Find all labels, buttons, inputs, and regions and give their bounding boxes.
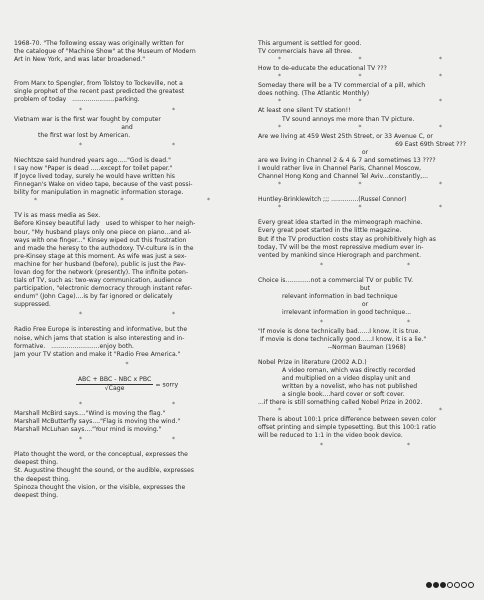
choice-line: Choice is.............not a commercial TV or public TV. (258, 276, 414, 284)
tv-sound-line: TV sound annoys me more than TV picture. (282, 115, 415, 123)
mimeograph-paragraph: Every great idea started in the mimeograph machine. Every great poet started in the little magazine. But if the TV production costs stay as prohibitively high as today, TV will be the most repressive medium ever in- vented by mankind since Hierograph and parchment. (258, 219, 436, 259)
formula-result: = sorry (155, 381, 179, 389)
star-icon: * (172, 436, 175, 444)
hollow-dot-icon (447, 582, 453, 588)
mcluhan-paragraph: Marshall McBird says...."Wind is moving the flag." Marshall McButterfly says...."Flag is moving the wind." Marshall McLuhan says...."Your mind is moving." (14, 410, 181, 434)
vietnam-line-2: the first war lost by American. (38, 131, 131, 139)
star-divider (258, 98, 472, 107)
star-icon: * (358, 56, 362, 64)
star-icon: * (172, 401, 175, 408)
star-icon: * (320, 442, 323, 450)
nobel-heading: Nobel Prize in literature (2002 A.D.) (258, 358, 367, 366)
star-icon: * (439, 204, 442, 212)
star-divider (14, 359, 240, 370)
star-icon: * (407, 442, 410, 450)
de-educate-line: How to de-educate the educational TV ??? (258, 65, 387, 73)
star-icon: * (207, 197, 210, 205)
star-icon: * (172, 106, 175, 114)
star-divider (258, 73, 472, 82)
star-icon: * (358, 181, 362, 189)
radio-free-europe-paragraph: Radio Free Europe is interesting and informative, but the noise, which jams that station is also interesting and in- formative. .........................enjoy both. Jam your TV station and make it "Radio Free America." (14, 326, 188, 358)
star-divider (14, 434, 240, 445)
star-icon: * (278, 98, 281, 106)
tv-sex-paragraph: TV is as mass media as Sex. Before Kinsey beautiful lady used to whisper to her neigh- bour, "My husband plays only one piece on piano...and al- ways with one finger..." Kinsey wiped out this frustration and made the heresy to the authodoxy. TV-culture is in the pre-Kinsey stage at this moment. As wife was just a sex- machine for her husband (before), public is just the Pav- lovan dog for the network (presently). The infinite poten- tials of TV, such as: two-way communication, audience participation, "electronic democracy through instant refer- endum" (John Cage)....is by far ignored or delicately suppressed. (14, 212, 196, 309)
star-icon: * (358, 204, 362, 212)
nobel-body: A video roman, which was directly recorded and multiplied on a video display unit and written by a novelist, who has not published a single book....hard cover or soft cover. (282, 366, 418, 398)
star-divider (258, 181, 472, 190)
parking-paragraph: From Marx to Spengler, from Tolstoy to Tockeville, not a single prophet of the recent past predicted the greatest problem of today ......................parking. (14, 80, 185, 104)
star-icon: * (34, 197, 37, 205)
star-icon: * (358, 73, 362, 81)
star-divider (14, 399, 240, 410)
star-icon: * (358, 123, 362, 131)
formula-fraction (76, 376, 154, 393)
star-icon: * (407, 319, 410, 327)
star-icon: * (407, 261, 410, 269)
choice-relevant: relevant information in bad technique (282, 292, 398, 300)
star-icon: * (439, 98, 442, 106)
hollow-dot-icon (454, 582, 460, 588)
silent-station-line: At least one silent TV station!! (258, 107, 351, 115)
vietnam-line: Vietnam war is the first war fought by computer (14, 115, 161, 123)
living-address-line-2: 69 East 69th Street ??? (395, 140, 466, 148)
star-icon: * (120, 197, 124, 205)
star-divider (258, 204, 472, 213)
choice-irrelevant: irrelevant information in good technique... (282, 309, 412, 317)
star-icon: * (278, 56, 281, 64)
living-channel-line: are we living in Channel 2 & 4 & 7 and sometimes 13 ???? (258, 156, 436, 164)
star-divider (14, 309, 240, 320)
living-address-line: Are we living at 459 West 25th Street, or 33 Avenue C, or (258, 132, 433, 140)
formula-numerator: ABC + BBC - NBC x PBC (76, 376, 154, 385)
star-divider (258, 56, 472, 65)
star-icon: * (278, 407, 281, 415)
plato-paragraph: Plato thought the word, or the conceptual, expresses the deepest thing. St. Augustine thought the sound, or the audible, expresses the deepest thing. Spinoza thought the vision, or the visible, expresses the deepest thing. (14, 451, 194, 499)
choice-or: or (361, 301, 369, 309)
price-ratio-paragraph: There is about 100:1 price difference between seven color offset printing and simple typesetting. But this 100:1 ratio will be reduced to 1:1 in the video book device. (258, 416, 437, 440)
star-divider (14, 197, 240, 206)
star-divider (258, 407, 472, 416)
pill-commercial-paragraph: Someday there will be a TV commercial of a pill, which does nothing. (The Atlantic Monthly) (258, 82, 426, 98)
star-icon: * (79, 311, 82, 319)
formula-denominator: √Cage (104, 384, 125, 392)
star-icon: * (172, 311, 175, 319)
choice-but: but (359, 284, 371, 292)
star-icon: * (439, 181, 442, 189)
star-divider (258, 440, 472, 451)
star-icon: * (79, 436, 82, 444)
star-icon: * (358, 98, 362, 106)
channel-cities-paragraph: I would rather live in Channel Paris, Channel Moscow, Channel Hong Kong and Channel Tel Aviv...constantly,... (258, 165, 429, 181)
star-divider (14, 140, 240, 151)
filled-dot-icon (426, 582, 432, 588)
star-icon: * (278, 73, 281, 81)
star-icon: * (320, 319, 323, 327)
page-marker-dots (425, 581, 474, 590)
hollow-dot-icon (461, 582, 467, 588)
right-column (258, 40, 472, 451)
star-divider (14, 105, 240, 116)
bauman-quote: "If movie is done technically bad......I know, it is true. If movie is done technically good......I know, it is a lie." --Norman Bauman (1968) (258, 328, 427, 352)
star-icon: * (79, 106, 82, 114)
star-icon: * (79, 401, 82, 408)
left-column (14, 40, 240, 500)
living-or: or (361, 148, 369, 156)
star-icon: * (439, 56, 442, 64)
star-divider (258, 260, 472, 271)
hollow-dot-icon (468, 582, 474, 588)
star-icon: * (439, 123, 442, 131)
star-icon: * (125, 360, 129, 368)
star-icon: * (439, 73, 442, 81)
filled-dot-icon (433, 582, 439, 588)
intro-paragraph: 1968-70. "The following essay was originally written for the catalogue of "Machine Show" at the Museum of Modern Art in New York, and was later broadened." (14, 40, 196, 64)
star-icon: * (358, 407, 362, 415)
star-divider (258, 124, 472, 133)
vietnam-and: and (121, 123, 133, 131)
star-icon: * (320, 261, 323, 269)
star-divider (258, 317, 472, 328)
nobel-closing: ...if there is still something called Nobel Prize in 2002. (258, 399, 423, 406)
huntley-line: Huntley-Brinklewitch ;;; ..............(Russel Connor) (258, 196, 407, 204)
filled-dot-icon (440, 582, 446, 588)
argument-paragraph: This argument is settled for good. TV commercials have all three. (258, 40, 362, 56)
star-icon: * (278, 204, 281, 212)
network-formula (14, 376, 240, 393)
star-icon: * (439, 407, 442, 415)
star-icon: * (79, 141, 82, 149)
star-icon: * (278, 123, 281, 131)
star-icon: * (172, 141, 175, 149)
star-icon: * (278, 181, 281, 189)
paper-dead-paragraph: Niechtsze said hundred years ago....."God is dead." I say now "Paper is dead .....except for toilet paper." If Joyce lived today, surely he would have written his Finnegan's Wake on video tape, because of the vast possi- bility for manipulation in magnetic information storage. (14, 156, 193, 197)
